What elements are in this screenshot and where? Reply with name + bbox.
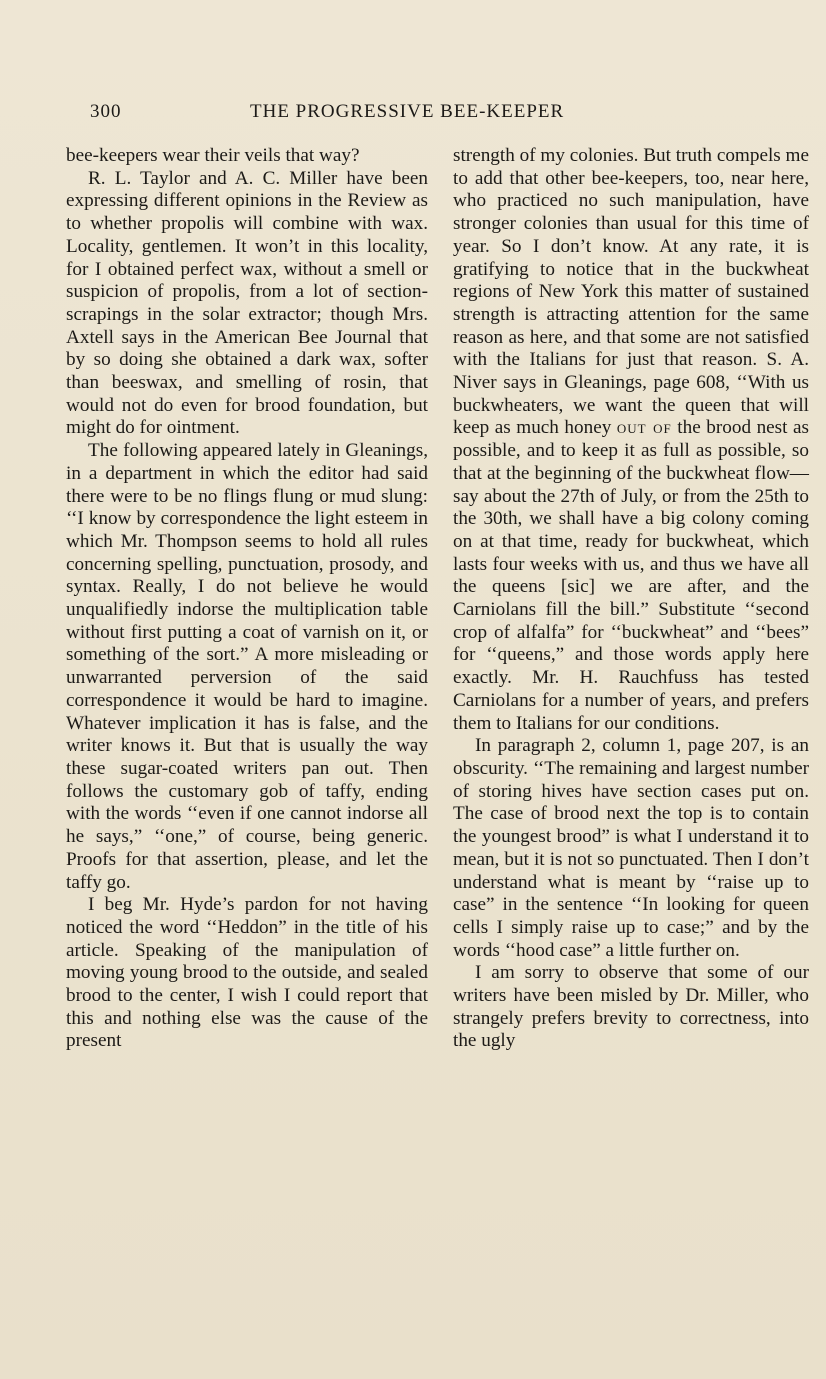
small-caps-text: out of — [616, 417, 672, 439]
left-column — [66, 145, 428, 1053]
paragraph: I beg Mr. Hyde’s pardon for not having noticed the word ‘‘Heddon” in the title of his article. Speaking of the manipulation of moving young brood to the outside, and sealed brood to the center, I wish I could report that this and nothing else was the cause of the present — [66, 894, 428, 1052]
paragraph: The following appeared lately in Gleanings, in a department in which the editor had said there were to be no flings flung or mud slung: ‘‘I know by correspondence the light esteem in which Mr. Thompson seems to hold all rules concerning spelling, punctuation, prosody, and syntax. Really, I do not believe he would unqualifiedly indorse the multiplication table without first putting a coat of varnish on it, or something of the sort.” A more misleading or unwarranted perversion of the said correspondence it would be hard to imagine. Whatever implication it has is false, and the writer knows it. But that is usually the way these sugar-coated writers pan out. Then follows the customary gob of taffy, ending with the words ‘‘even if one cannot indorse all he says,” ‘‘one,” of course, being generic. Proofs for that assertion, please, and let the taffy go. — [66, 440, 428, 893]
paragraph-text: the brood nest as possible, and to keep it as full as possible, so that at the beginning of the buckwheat flow—say about the 27th of July, or from the 25th to the 30th, we shall have a big colony coming on at that time, ready for buckwheat, which lasts four weeks with us, and thus we have all the queens [sic] we are after, and the Carniolans fill the bill.” Substitute ‘‘second crop of alfalfa” for ‘‘buckwheat” and ‘‘bees” for ‘‘queens,” and those words apply here exactly. Mr. H. Rauchfuss has tested Carniolans for a number of years, and prefers them to Italians for our conditions. — [453, 417, 809, 734]
right-column — [453, 145, 809, 1053]
paragraph: R. L. Taylor and A. C. Miller have been expressing different opinions in the Review as to whether propolis will combine with wax. Locality, gentlemen. It won’t in this locality, for I obtained perfect wax, without a smell or suspicion of propolis, from a lot of section-scrapings in the solar extractor; though Mrs. Axtell says in the American Bee Journal that by so doing she obtained a dark wax, softer than beeswax, and smelling of rosin, that would not do even for brood foundation, but might do for ointment. — [66, 167, 428, 439]
paragraph-text: strength of my colonies. But truth compels me to add that other bee-keepers, too, near here, who practiced no such manipulation, have stronger colonies than usual for this time of year. So I don’t know. At any rate, it is gratifying to notice that in the buckwheat regions of New York this matter of sustained strength is attracting attention for the same reason as here, and that some are not satisfied with the Italians for just that reason. S. A. Niver says in Gleanings, page 608, ‘‘With us buckwheaters, we want the queen that will keep as much honey — [453, 145, 809, 439]
paragraph: I am sorry to observe that some of our writers have been misled by Dr. Miller, who strangely prefers brevity to correctness, into the ugly — [453, 962, 809, 1052]
paragraph — [453, 145, 809, 735]
page-number: 300 — [90, 101, 122, 122]
paragraph: In paragraph 2, column 1, page 207, is an obscurity. ‘‘The remaining and largest number of storing hives have section cases put on. The case of brood next the top is to contain the youngest brood” is what I understand it to mean, but it is not so punctuated. Then I don’t understand what is meant by ‘‘raise up to case” in the sentence ‘‘In looking for queen cells I simply raise up to case;” and by the words ‘‘hood case” a little further on. — [453, 735, 809, 961]
paragraph: bee-keepers wear their veils that way? — [66, 145, 360, 166]
running-title: THE PROGRESSIVE BEE-KEEPER — [250, 101, 565, 122]
